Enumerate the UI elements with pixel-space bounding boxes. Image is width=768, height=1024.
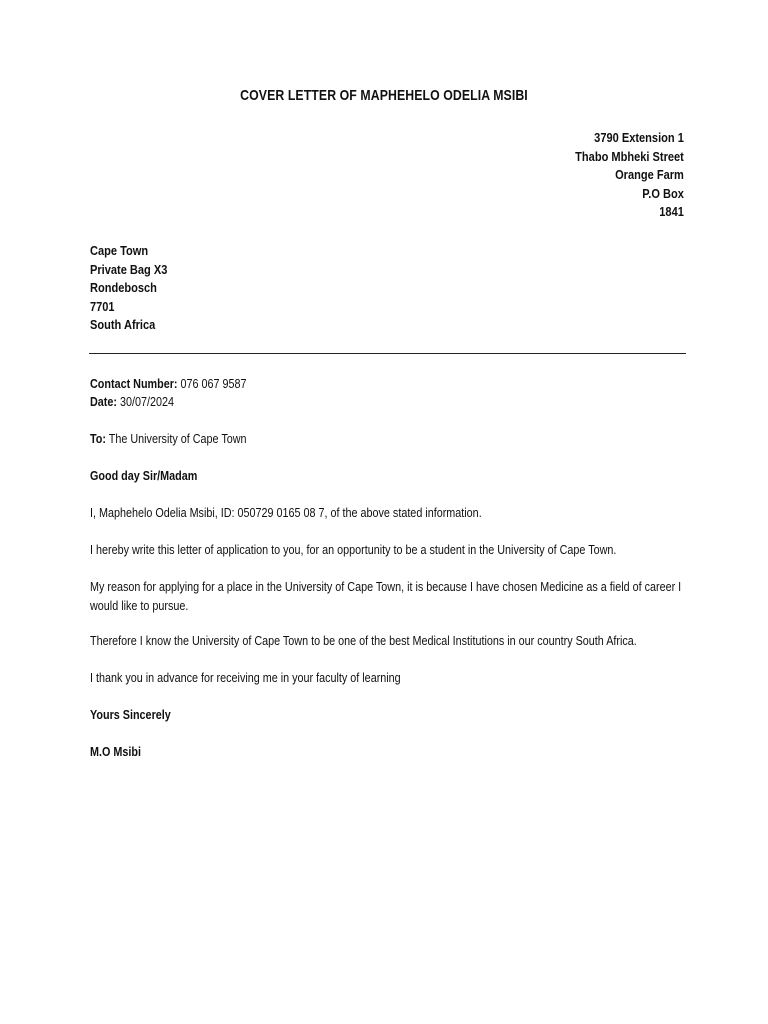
- paragraph-thanks: I thank you in advance for receiving me in your faculty of learning: [90, 670, 401, 685]
- greeting: Good day Sir/Madam: [90, 468, 198, 483]
- recipient-address-line: 7701: [90, 298, 115, 314]
- recipient-address-line: Private Bag X3: [90, 261, 168, 277]
- paragraph-application: I hereby write this letter of application to you, for an opportunity to be a student in the University of Cape Town.: [90, 542, 617, 557]
- divider: [89, 353, 686, 354]
- recipient-address-line: South Africa: [90, 317, 156, 333]
- to-line: [90, 430, 247, 448]
- to-value: The University of Cape Town: [105, 431, 247, 446]
- contact-number-value: 076 067 9587: [177, 376, 247, 391]
- letter-title: COVER LETTER OF MAPHEHELO ODELIA MSIBI: [240, 87, 528, 104]
- date-value: 30/07/2024: [116, 394, 174, 409]
- paragraph-institution: Therefore I know the University of Cape Town to be one of the best Medical Institutions in our country South Africa.: [90, 633, 637, 648]
- date-label: Date:: [90, 394, 117, 409]
- contact-number-line: [90, 375, 247, 393]
- closing: Yours Sincerely: [90, 707, 171, 722]
- paragraph-reason: My reason for applying for a place in the University of Cape Town, it is because I have chosen Medicine as a field of career I would like to pursue.: [90, 579, 682, 613]
- recipient-address-line: Rondebosch: [90, 280, 157, 296]
- recipient-address: [90, 242, 167, 335]
- sender-address-line: 3790 Extension 1: [594, 130, 684, 145]
- sender-address-line: 1841: [659, 204, 684, 220]
- sender-address-line: P.O Box: [642, 185, 684, 201]
- recipient-address-line: Cape Town: [90, 243, 149, 258]
- sender-address-line: Thabo Mbheki Street: [575, 148, 684, 164]
- sender-address: [575, 129, 684, 222]
- paragraph-identity: I, Maphehelo Odelia Msibi, ID: 050729 0165 08 7, of the above stated information.: [90, 505, 482, 520]
- to-label: To:: [90, 431, 106, 446]
- contact-number-label: Contact Number:: [90, 376, 178, 391]
- sender-address-line: Orange Farm: [615, 167, 684, 183]
- date-line: [90, 393, 174, 411]
- signature-name: M.O Msibi: [90, 744, 141, 759]
